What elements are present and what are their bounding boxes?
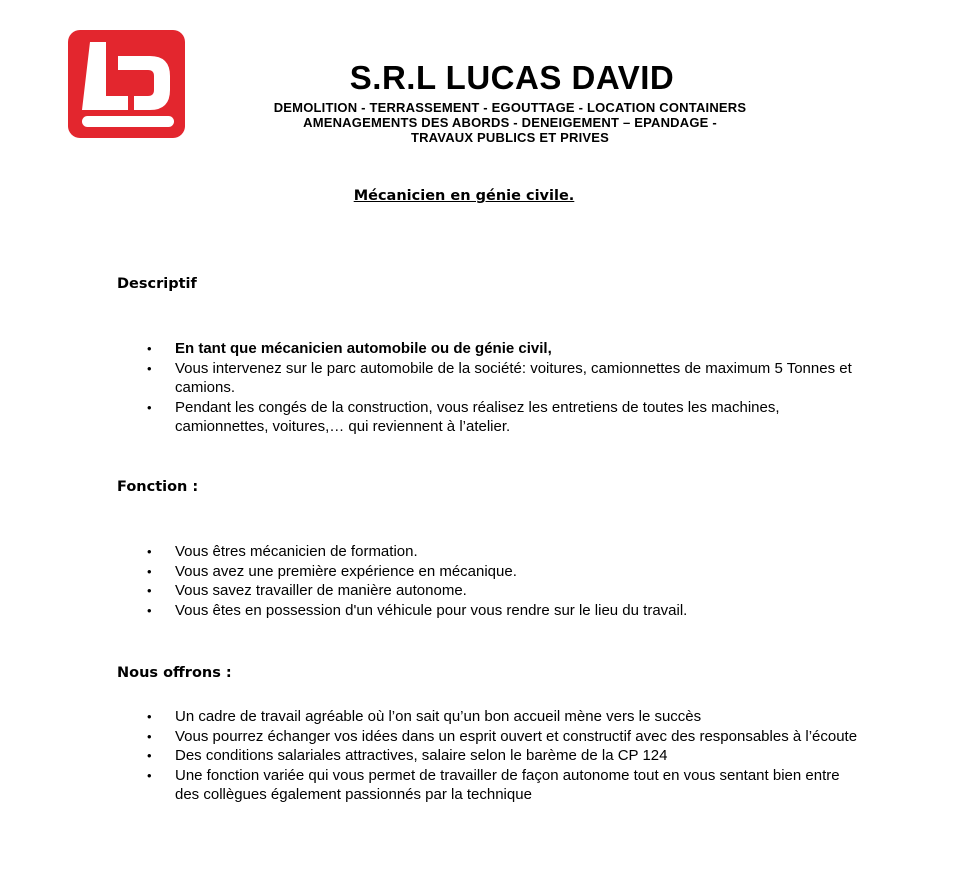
list-item: • Vous intervenez sur le parc automobile de la société: voitures, camionnettes de maximum 5 Tonnes et camions.	[147, 359, 852, 396]
section-heading-nous-offrons: Nous offrons :	[117, 665, 232, 681]
section-heading-descriptif: Descriptif	[117, 276, 197, 292]
bullet-icon: •	[147, 748, 152, 763]
list-item: • Vous êtes en possession d'un véhicule pour vous rendre sur le lieu du travail.	[147, 601, 688, 619]
bullet-icon: •	[147, 544, 152, 559]
list-item: • Vous savez travailler de manière autonome.	[147, 582, 467, 599]
bullet-icon: •	[147, 709, 152, 724]
list-item: • En tant que mécanicien automobile ou de génie civil,	[147, 340, 552, 357]
company-tagline-line-1: DEMOLITION - TERRASSEMENT - EGOUTTAGE - LOCATION CONTAINERS	[273, 100, 747, 115]
list-item: • Vous pourrez échanger vos idées dans un esprit ouvert et constructif avec des responsables à l’écoute	[147, 727, 858, 745]
bullet-icon: •	[147, 583, 152, 598]
company-tagline-line-3: TRAVAUX PUBLICS ET PRIVES	[410, 130, 610, 145]
bullet-icon: •	[147, 563, 152, 579]
bullet-icon: •	[147, 767, 152, 783]
section-heading-fonction: Fonction :	[117, 479, 199, 495]
bullet-icon: •	[147, 399, 152, 415]
lucas-david-logo-icon	[68, 30, 185, 138]
fonction-list	[0, 542, 900, 620]
bullet-icon: •	[147, 341, 152, 356]
job-title: Mécanicien en génie civile.	[353, 188, 575, 204]
list-item: • Une fonction variée qui vous permet de travailler de façon autonome tout en vous sentant bien entre des collègues également passionnés par la technique	[147, 766, 840, 803]
bullet-icon: •	[147, 602, 152, 618]
company-name: S.R.L LUCAS DAVID	[349, 59, 675, 96]
bullet-icon: •	[147, 360, 152, 376]
descriptif-list	[0, 339, 900, 437]
list-item: • Vous avez une première expérience en mécanique.	[147, 562, 517, 580]
list-item: • Vous êtres mécanicien de formation.	[147, 543, 418, 560]
list-item: • Pendant les congés de la construction, vous réalisez les entretiens de toutes les machines, camionnettes, voitures,… qui reviennent à l’atelier.	[147, 398, 780, 435]
list-item: • Un cadre de travail agréable où l’on sait qu’un bon accueil mène vers le succès	[147, 708, 702, 725]
nous-offrons-list	[0, 707, 900, 805]
company-tagline-line-2: AMENAGEMENTS DES ABORDS - DENEIGEMENT – EPANDAGE -	[303, 115, 717, 130]
list-item: • Des conditions salariales attractives, salaire selon le barème de la CP 124	[147, 747, 668, 764]
bullet-icon: •	[147, 728, 152, 744]
